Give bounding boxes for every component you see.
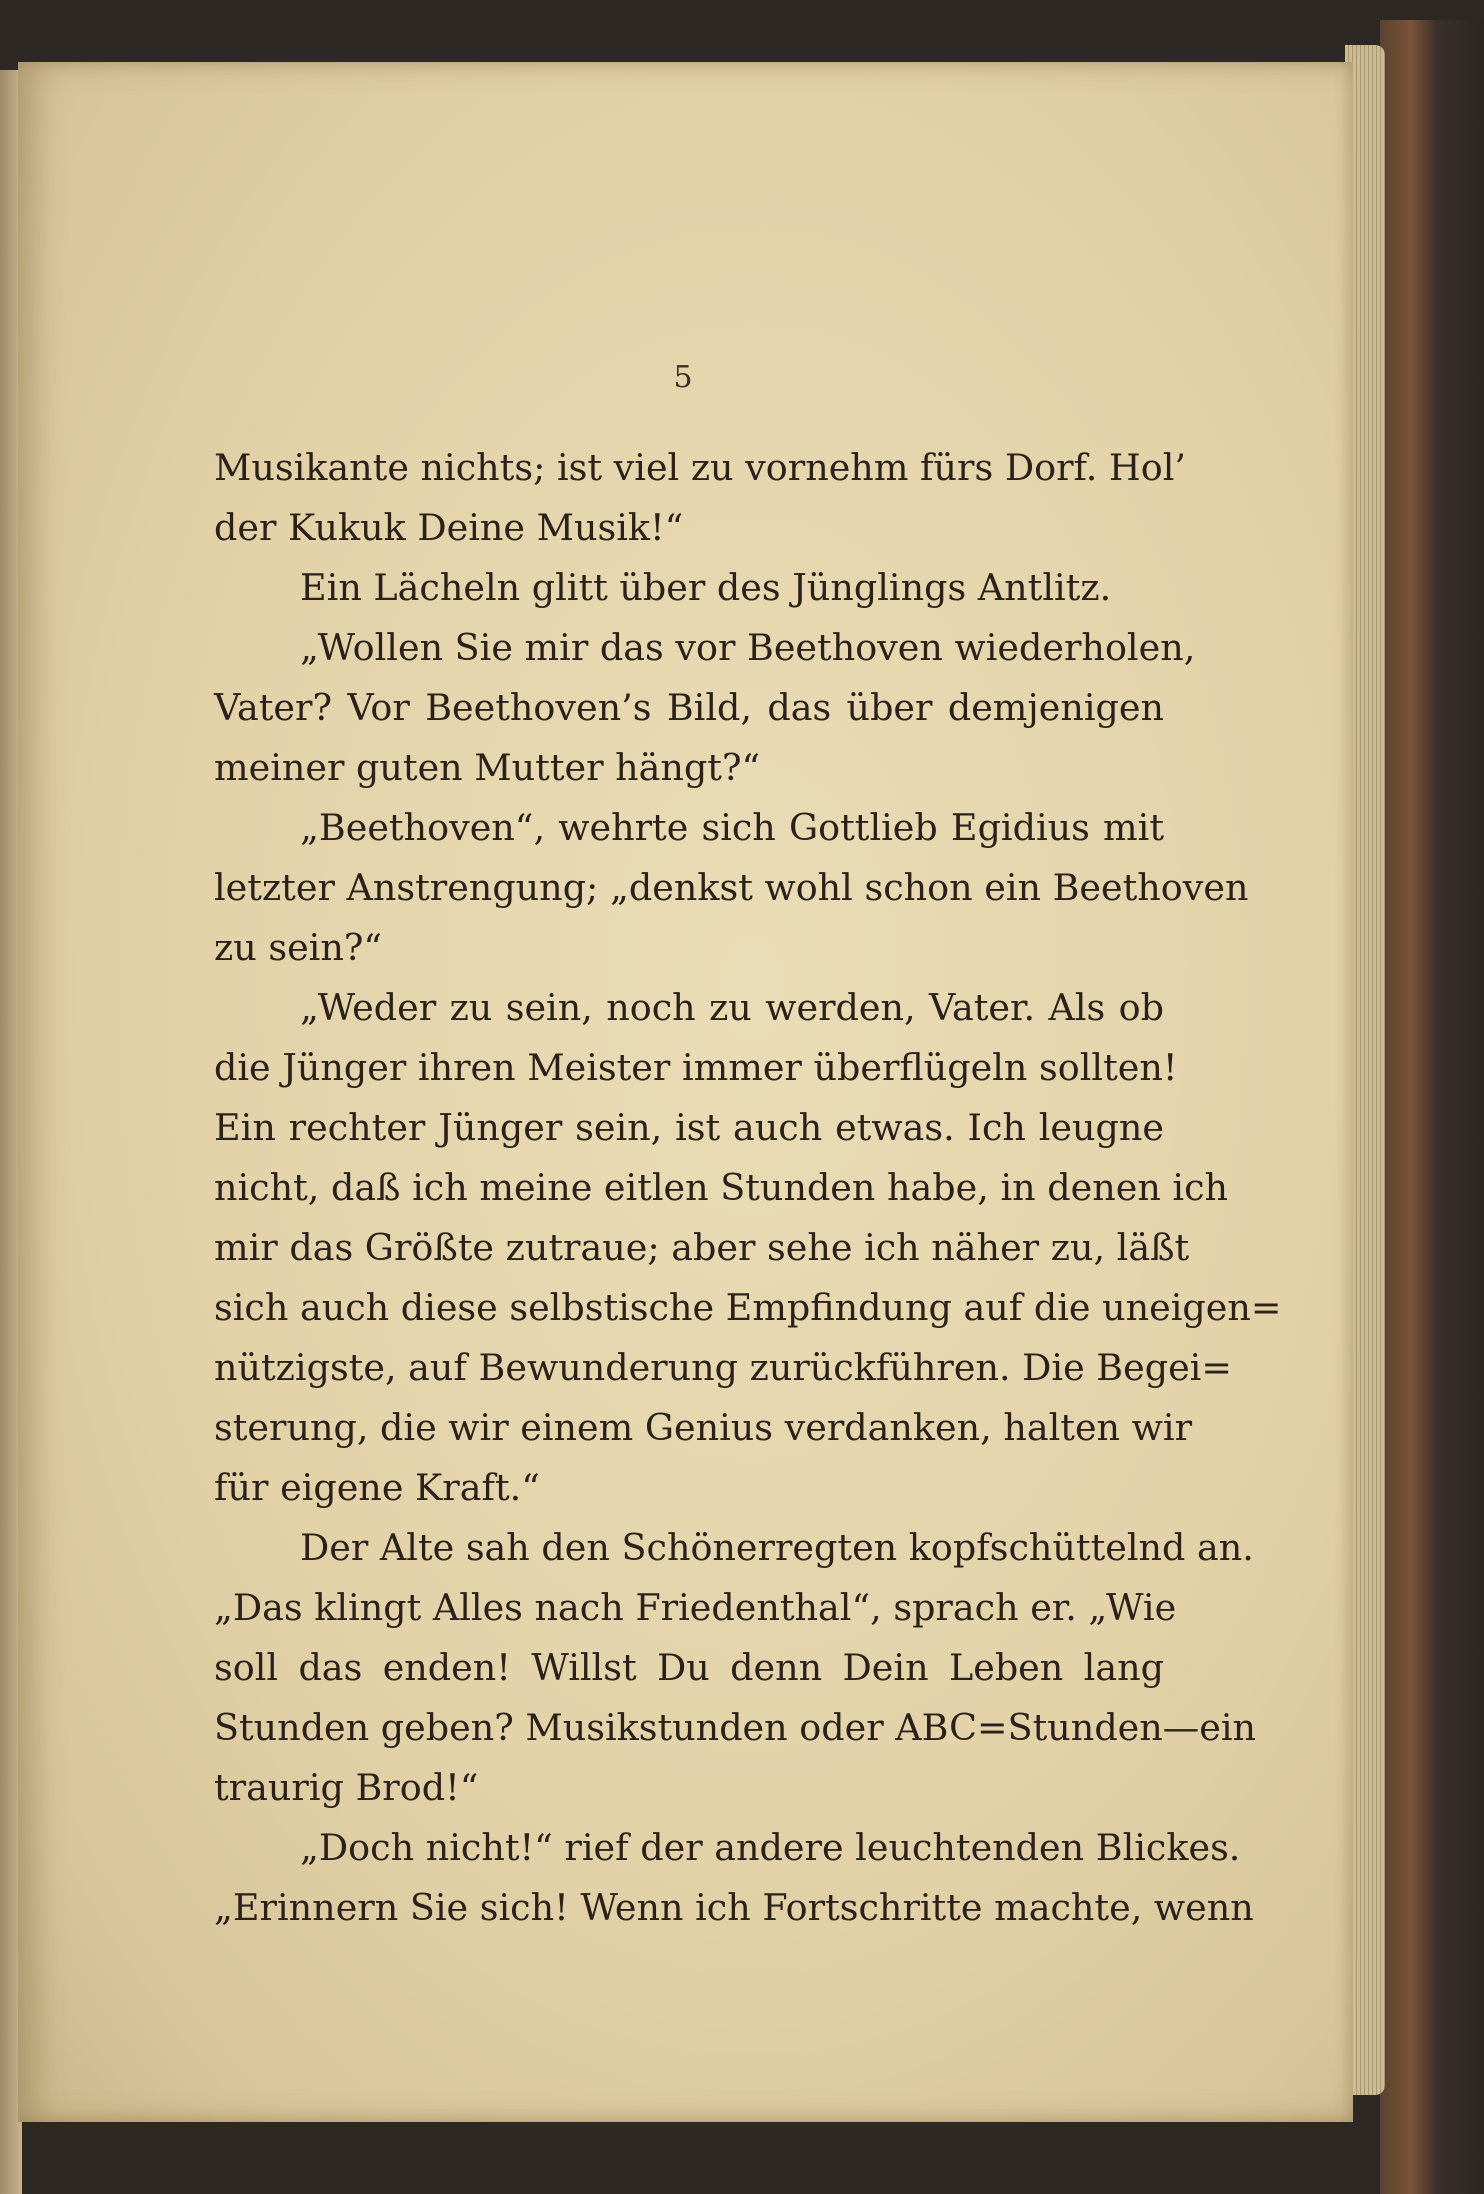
text-line: nützigste, auf Bewunderung zurückführen. Die Begei=	[214, 1346, 1232, 1389]
text-line: Ein rechter Jünger sein, ist auch etwas. Ich leugne	[214, 1106, 1164, 1149]
text-line: „Erinnern Sie sich! Wenn ich Fortschritte machte, wenn	[214, 1886, 1254, 1929]
text-line: „Das klingt Alles nach Friedenthal“, sprach er. „Wie	[214, 1586, 1177, 1629]
text-line: Ein Lächeln glitt über des Jünglings Antlitz.	[300, 566, 1112, 609]
text-line: Der Alte sah den Schönerregten kopfschüttelnd an.	[300, 1526, 1254, 1569]
text-line: traurig Brod!“	[214, 1766, 479, 1809]
text-line: sterung, die wir einem Genius verdanken, halten wir	[214, 1406, 1193, 1449]
text-line: Musikante nichts; ist viel zu vornehm fürs Dorf. Hol’	[214, 446, 1187, 489]
text-line: letzter Anstrengung; „denkst wohl schon ein Beethoven	[214, 866, 1249, 909]
text-line: die Jünger ihren Meister immer überflügeln sollten!	[214, 1046, 1178, 1089]
text-line: mir das Größte zutraue; aber sehe ich näher zu, läßt	[214, 1226, 1190, 1269]
text-line: der Kukuk Deine Musik!“	[214, 506, 684, 549]
book-cover-edge	[1380, 20, 1484, 2194]
page-text	[214, 438, 1282, 1938]
text-line: nicht, daß ich meine eitlen Stunden habe, in denen ich	[214, 1166, 1229, 1209]
text-line: „Doch nicht!“ rief der andere leuchtenden Blickes.	[300, 1826, 1241, 1869]
book-page	[18, 62, 1353, 2122]
text-line: soll das enden! Willst Du denn Dein Leben lang	[214, 1646, 1164, 1689]
text-line: zu sein?“	[214, 926, 383, 969]
text-line: Stunden geben? Musikstunden oder ABC=Stunden—ein	[214, 1706, 1257, 1749]
text-line: sich auch diese selbstische Empfindung auf die uneigen=	[214, 1286, 1282, 1329]
text-line: „Beethoven“, wehrte sich Gottlieb Egidius mit	[300, 806, 1164, 849]
text-line: „Wollen Sie mir das vor Beethoven wiederholen,	[300, 626, 1196, 669]
text-line: für eigene Kraft.“	[214, 1466, 540, 1509]
text-line: Vater? Vor Beethoven’s Bild, das über demjenigen	[214, 686, 1164, 729]
text-line: „Weder zu sein, noch zu werden, Vater. Als ob	[300, 986, 1164, 1029]
text-line: meiner guten Mutter hängt?“	[214, 746, 761, 789]
page-number: 5	[673, 360, 693, 395]
